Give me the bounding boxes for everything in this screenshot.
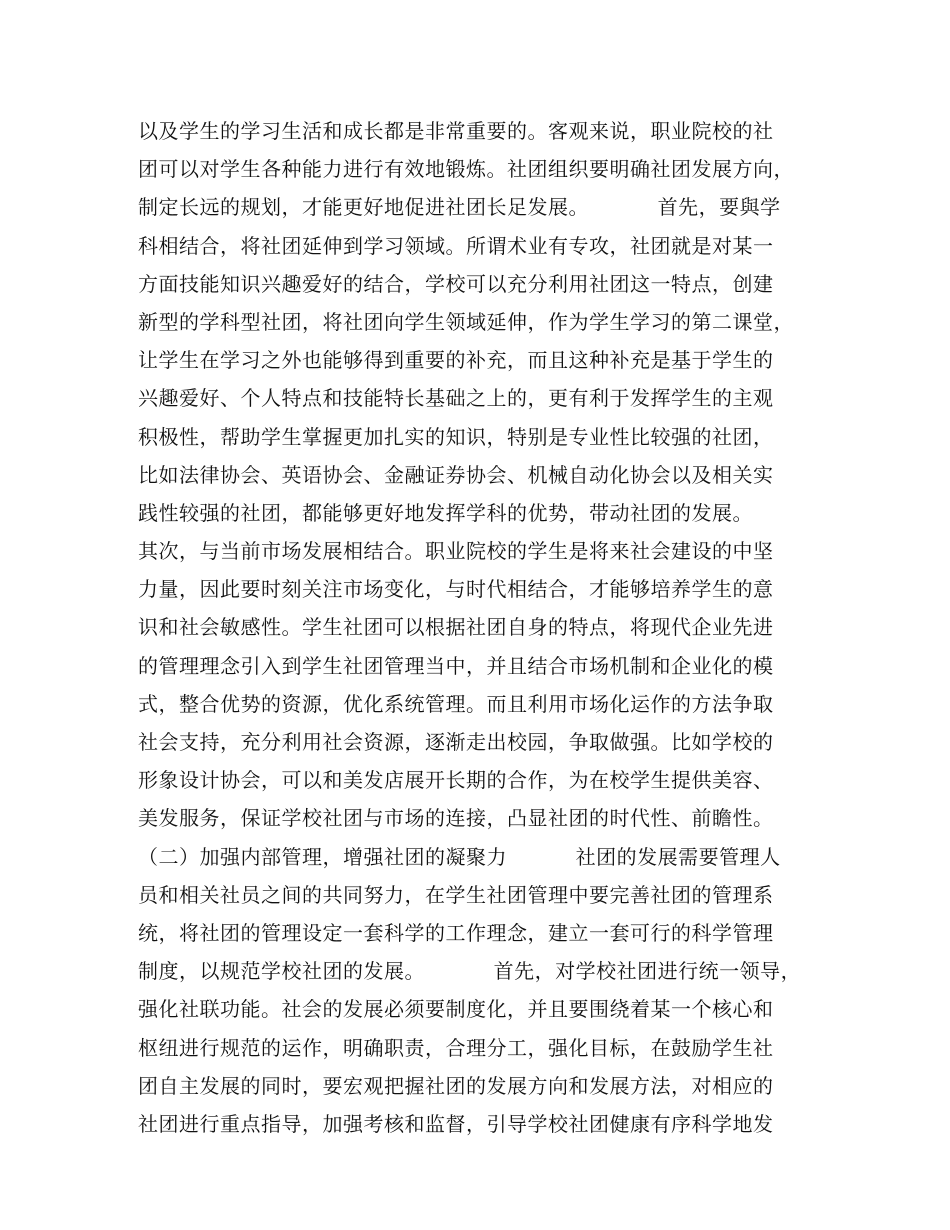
- text-line: 以及学生的学习生活和成长都是非常重要的。客观来说，职业院校的社: [138, 119, 774, 143]
- section-heading-line: （二）加强内部管理，增强社团的凝聚力 社团的发展需要管理人: [138, 844, 781, 869]
- text-line: 践性较强的社团，都能够更好地发挥学科的优势，带动社团的发展。: [138, 500, 753, 525]
- text-line: 积极性，帮助学生掌握更加扎实的知识，特别是专业性比较强的社团，: [138, 424, 774, 449]
- text-line: 强化社联功能。社会的发展必须要制度化，并且要围绕着某一个核心和: [138, 997, 774, 1022]
- text-line: 社会支持，充分利用社会资源，逐渐走出校园，争取做强。比如学校的: [138, 730, 774, 754]
- text-line: 制度，以规范学校社团的发展。 首先，对学校社团进行统一领导，: [138, 959, 802, 984]
- text-line: 方面技能知识兴趣爱好的结合，学校可以充分利用社团这一特点，创建: [138, 271, 774, 296]
- text-line: 员和相关社员之间的共同努力，在学生社团管理中要完善社团的管理系: [138, 882, 774, 907]
- text-line: 的管理理念引入到学生社团管理当中，并且结合市场机制和企业化的模: [138, 653, 774, 678]
- text-line: 科相结合，将社团延伸到学习领域。所谓术业有专攻，社团就是对某一: [138, 233, 774, 258]
- text-line: 比如法律协会、英语协会、金融证券协会、机械自动化协会以及相关实: [138, 462, 774, 487]
- text-line: 制定长远的规划，才能更好地促进社团长足发展。 首先，要與学: [138, 195, 781, 220]
- text-line: 兴趣爱好、个人特点和技能特长基础之上的，更有利于发挥学生的主观: [138, 386, 774, 411]
- text-line: 形象设计协会，可以和美发店展开长期的合作，为在校学生提供美容、: [138, 768, 774, 793]
- body-text: [138, 112, 828, 1143]
- text-line: 识和社会敏感性。学生社团可以根据社团自身的特点，将现代企业先进: [138, 615, 774, 640]
- text-line: 统，将社团的管理设定一套科学的工作理念，建立一套可行的科学管理: [138, 920, 774, 945]
- text-line: 其次，与当前市场发展相结合。职业院校的学生是将来社会建设的中坚: [138, 539, 774, 564]
- text-line: 美发服务，保证学校社团与市场的连接，凸显社团的时代性、前瞻性。: [138, 806, 774, 831]
- text-line: 社团进行重点指导，加强考核和监督，引导学校社团健康有序科学地发: [138, 1111, 774, 1136]
- text-line: 团自主发展的同时，要宏观把握社团的发展方向和发展方法，对相应的: [138, 1073, 774, 1098]
- text-line: 枢纽进行规范的运作，明确职责，合理分工，强化目标，在鼓励学生社: [138, 1035, 774, 1060]
- text-line: 力量，因此要时刻关注市场变化，与时代相结合，才能够培养学生的意: [138, 577, 774, 602]
- text-line: 团可以对学生各种能力进行有效地锻炼。社团组织要明确社团发展方向，: [138, 157, 794, 182]
- text-line: 让学生在学习之外也能够得到重要的补充，而且这种补充是基于学生的: [138, 348, 774, 373]
- text-line: 式，整合优势的资源，优化系统管理。而且利用市场化运作的方法争取: [138, 691, 774, 716]
- text-line: 新型的学科型社团，将社团向学生领域延伸，作为学生学习的第二课堂，: [138, 309, 794, 334]
